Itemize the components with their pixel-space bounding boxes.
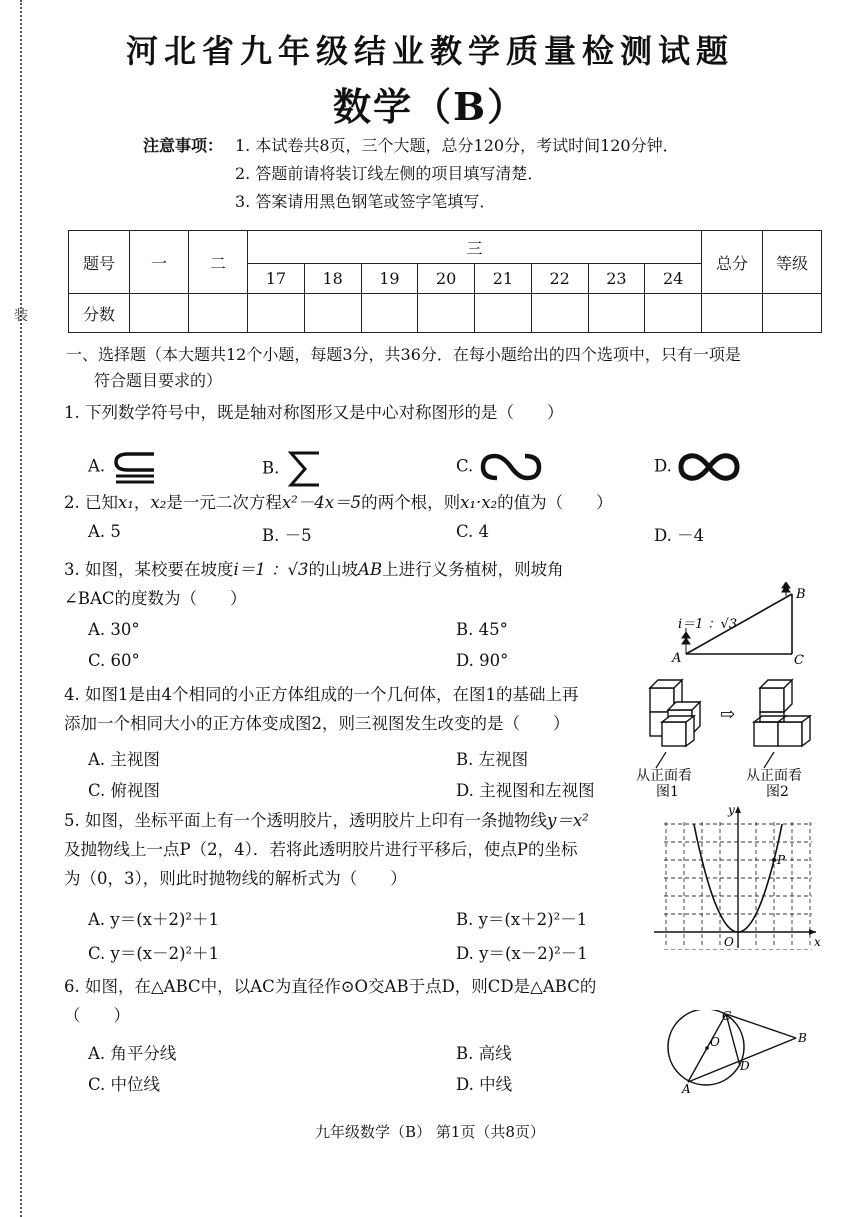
score-cell[interactable] bbox=[304, 294, 361, 333]
q5-option-d[interactable]: D. y＝(x－2)²－1 bbox=[456, 944, 588, 963]
question-1-stem: 1. 下列数学符号中，既是轴对称图形又是中心对称图形的是（ ） bbox=[64, 403, 564, 422]
q3-point-c: C bbox=[794, 653, 804, 668]
score-cell[interactable] bbox=[418, 294, 475, 333]
symbol-sigma-icon bbox=[285, 450, 325, 488]
q3-slope-figure bbox=[668, 582, 818, 672]
q2-text: 的值为（ ） bbox=[497, 493, 613, 512]
score-cell[interactable] bbox=[531, 294, 588, 333]
q5-axis-x: x bbox=[814, 935, 821, 949]
q2-text: ， bbox=[133, 493, 151, 512]
option-label: D. bbox=[654, 456, 672, 476]
exam-subtitle: 数学（B） bbox=[332, 84, 528, 129]
q5-text: 5. 如图，坐标平面上有一个透明胶片，透明胶片上印有一条抛物线 bbox=[64, 811, 547, 830]
page-footer: 九年级数学（B） 第1页（共8页） bbox=[315, 1123, 545, 1141]
option-label: C. bbox=[456, 456, 474, 476]
q3-point-a: A bbox=[672, 651, 682, 666]
q3-option-c[interactable]: C. 60° bbox=[88, 651, 140, 670]
section-one-heading bbox=[66, 342, 826, 394]
score-cell[interactable] bbox=[702, 294, 763, 333]
table-subcol: 24 bbox=[645, 264, 702, 294]
table-subcol: 19 bbox=[361, 264, 418, 294]
q4-option-b[interactable]: B. 左视图 bbox=[456, 750, 529, 769]
question-5-stem bbox=[64, 806, 589, 893]
q1-option-c[interactable] bbox=[456, 450, 543, 484]
q5-parabola-figure bbox=[650, 800, 826, 950]
table-col-grade: 等级 bbox=[763, 231, 822, 294]
q5-point-p: P bbox=[777, 853, 786, 867]
option-label: B. bbox=[262, 458, 280, 478]
q4-fig1-caption: 从正面看 bbox=[636, 768, 692, 784]
symbol-infinity-icon bbox=[677, 450, 741, 484]
q5-parabola: y＝x² bbox=[547, 811, 589, 830]
q5-origin: O bbox=[724, 935, 734, 949]
question-6-stem bbox=[64, 972, 596, 1030]
q4-option-d[interactable]: D. 主视图和左视图 bbox=[456, 781, 595, 800]
note-item: 1. 本试卷共8页，三个大题，总分120分，考试时间120分钟． bbox=[235, 136, 679, 155]
q6-text: （ ） bbox=[64, 1006, 130, 1025]
score-cell[interactable] bbox=[475, 294, 532, 333]
q3-segment: AB bbox=[358, 560, 383, 579]
q3-slope: i＝1 ：√3 bbox=[233, 560, 309, 579]
q2-option-a[interactable]: A. 5 bbox=[88, 522, 121, 541]
q3-option-b[interactable]: B. 45° bbox=[456, 620, 508, 639]
score-cell[interactable] bbox=[763, 294, 822, 333]
q1-option-d[interactable] bbox=[654, 450, 741, 484]
q6-point-c: C bbox=[722, 1010, 732, 1023]
q5-option-a[interactable]: A. y＝(x＋2)²＋1 bbox=[88, 910, 220, 929]
q2-option-d[interactable]: D. －4 bbox=[654, 526, 705, 545]
q3-option-d[interactable]: D. 90° bbox=[456, 651, 509, 670]
q4-cube-figures bbox=[632, 676, 822, 798]
q4-text: 添加一个相同大小的正方体变成图2，则三视图发生改变的是（ ） bbox=[64, 714, 570, 733]
q3-option-a[interactable]: A. 30° bbox=[88, 620, 140, 639]
table-subcol: 18 bbox=[304, 264, 361, 294]
q1-option-a[interactable] bbox=[88, 450, 162, 484]
note-item: 2. 答题前请将装订线左侧的项目填写清楚． bbox=[235, 164, 544, 183]
q6-option-a[interactable]: A. 角平分线 bbox=[88, 1044, 177, 1063]
table-col-total: 总分 bbox=[702, 231, 763, 294]
q3-point-b: B bbox=[796, 587, 806, 602]
q6-point-b: B bbox=[798, 1031, 807, 1045]
exam-title: 河北省九年级结业教学质量检测试题 bbox=[125, 32, 734, 70]
q2-option-b[interactable]: B. －5 bbox=[262, 526, 312, 545]
q2-text: 是一元二次方程 bbox=[166, 493, 282, 512]
table-subcol: 21 bbox=[475, 264, 532, 294]
q6-option-b[interactable]: B. 高线 bbox=[456, 1044, 512, 1063]
q2-var: x₁ bbox=[118, 493, 134, 512]
q5-option-b[interactable]: B. y＝(x＋2)²－1 bbox=[456, 910, 588, 929]
table-subcol: 17 bbox=[248, 264, 305, 294]
table-header-label: 题号 bbox=[69, 231, 130, 294]
score-cell[interactable] bbox=[588, 294, 645, 333]
q3-text: 上进行义务植树，则坡角 bbox=[382, 560, 564, 579]
note-item: 3. 答案请用黑色钢笔或签字笔填写． bbox=[235, 192, 496, 211]
q6-option-c[interactable]: C. 中位线 bbox=[88, 1075, 161, 1094]
table-subcol: 23 bbox=[588, 264, 645, 294]
q1-option-b[interactable] bbox=[262, 450, 325, 488]
notes-lead: 注意事项： bbox=[143, 136, 224, 155]
q4-option-c[interactable]: C. 俯视图 bbox=[88, 781, 161, 800]
score-cell[interactable] bbox=[248, 294, 305, 333]
q4-option-a[interactable]: A. 主视图 bbox=[88, 750, 160, 769]
table-subcol: 20 bbox=[418, 264, 475, 294]
binding-line bbox=[20, 0, 22, 1217]
question-3-stem bbox=[64, 555, 564, 613]
option-label: A. bbox=[88, 456, 106, 476]
question-4-stem bbox=[64, 680, 578, 738]
q2-text: 2. 已知 bbox=[64, 493, 118, 512]
q3-text: 3. 如图，某校要在坡度 bbox=[64, 560, 234, 579]
score-cell[interactable] bbox=[361, 294, 418, 333]
section-heading-line: 符合题目要求的） bbox=[94, 371, 223, 390]
score-cell[interactable] bbox=[645, 294, 702, 333]
q6-circle-figure bbox=[660, 1010, 820, 1094]
q4-fig1-name: 图1 bbox=[656, 784, 679, 798]
score-cell[interactable] bbox=[130, 294, 189, 333]
score-table bbox=[68, 230, 822, 333]
q3-text: ∠BAC的度数为（ ） bbox=[64, 589, 247, 608]
q6-point-a: A bbox=[682, 1082, 691, 1094]
q2-text: 的两个根，则 bbox=[361, 493, 461, 512]
q6-point-o: O bbox=[710, 1035, 720, 1049]
q5-text: 为（0，3），则此时抛物线的解析式为（ ） bbox=[64, 869, 407, 888]
q6-option-d[interactable]: D. 中线 bbox=[456, 1075, 513, 1094]
symbol-similar-icon bbox=[479, 450, 543, 484]
binding-mark: 装 bbox=[14, 308, 28, 324]
q2-product: x₁·x₂ bbox=[460, 493, 498, 512]
table-col-one: 一 bbox=[130, 231, 189, 294]
q2-equation: x²－4x＝5 bbox=[281, 493, 362, 512]
q5-axis-y: y bbox=[728, 803, 735, 817]
transform-arrow-icon: ⇨ bbox=[720, 704, 736, 725]
question-2-stem bbox=[64, 488, 613, 517]
q2-option-c[interactable]: C. 4 bbox=[456, 522, 490, 541]
q5-text: 及抛物线上一点P（2，4）．若将此透明胶片进行平移后，使点P的坐标 bbox=[64, 840, 578, 859]
q5-option-c[interactable]: C. y＝(x－2)²＋1 bbox=[88, 944, 220, 963]
score-cell[interactable] bbox=[189, 294, 248, 333]
symbol-subseteq-icon bbox=[110, 450, 162, 484]
notes-block bbox=[143, 132, 679, 216]
q6-text: 6. 如图，在△ABC中，以AC为直径作⊙O交AB于点D，则CD是△ABC的 bbox=[64, 977, 597, 996]
table-subcol: 22 bbox=[531, 264, 588, 294]
table-col-two: 二 bbox=[189, 231, 248, 294]
q2-var: x₂ bbox=[150, 493, 167, 512]
q4-fig2-name: 图2 bbox=[766, 784, 789, 798]
table-score-label: 分数 bbox=[69, 294, 130, 333]
section-heading-line: 一、选择题（本大题共12个小题，每题3分，共36分．在每小题给出的四个选项中，只有一项是 bbox=[66, 345, 741, 364]
table-col-three: 三 bbox=[248, 231, 702, 264]
q3-text: 的山坡 bbox=[308, 560, 359, 579]
q3-fig-slope-label: i＝1 ：√3 bbox=[678, 617, 738, 632]
q4-fig2-caption: 从正面看 bbox=[746, 768, 802, 784]
q4-text: 4. 如图1是由4个相同的小正方体组成的一个几何体，在图1的基础上再 bbox=[64, 685, 579, 704]
q6-point-d: D bbox=[740, 1059, 750, 1073]
